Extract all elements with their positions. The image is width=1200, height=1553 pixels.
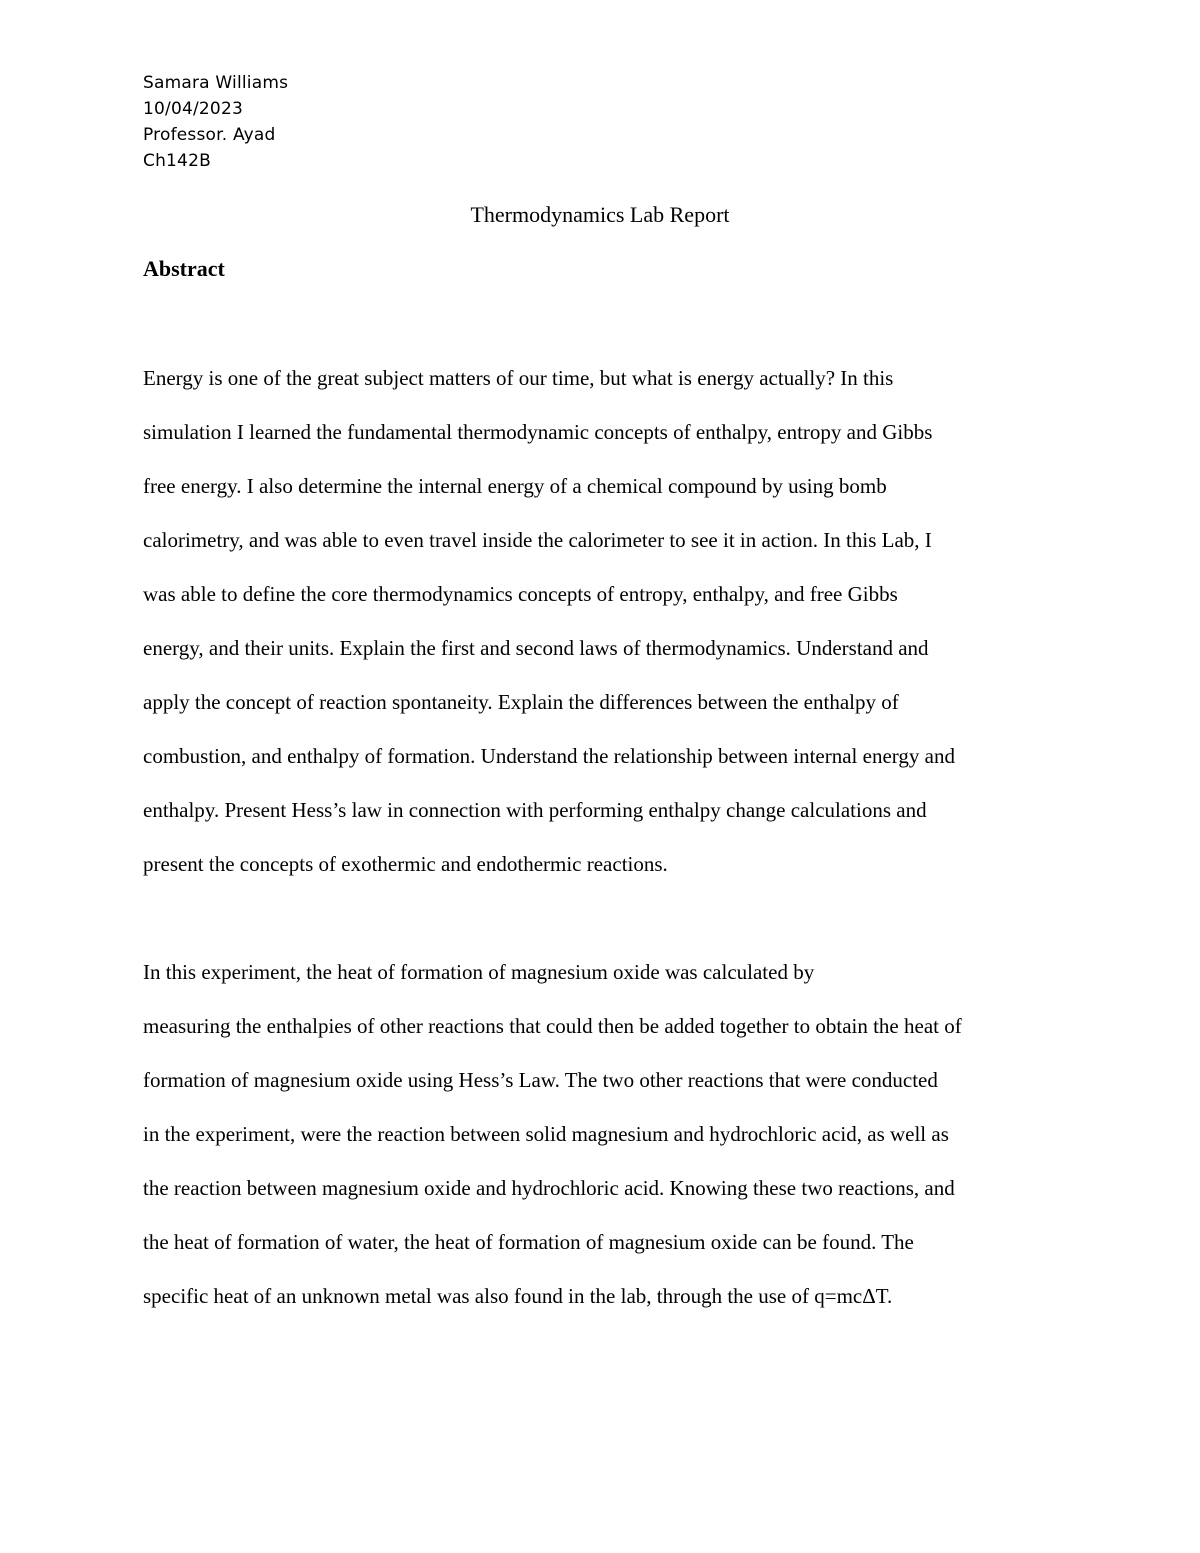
abstract-paragraph-1 (143, 363, 1073, 903)
paragraph-line: was able to define the core thermodynamics concepts of entropy, enthalpy, and free Gibbs (143, 582, 898, 606)
paragraph-line: measuring the enthalpies of other reactions that could then be added together to obtain the heat of (143, 1014, 962, 1038)
paragraph-line: simulation I learned the fundamental thermodynamic concepts of enthalpy, entropy and Gibbs (143, 420, 933, 444)
author-name: Samara Williams (143, 73, 289, 93)
paragraph-line: apply the concept of reaction spontaneity. Explain the differences between the enthalpy of (143, 690, 899, 714)
document-title: Thermodynamics Lab Report (470, 202, 730, 227)
abstract-paragraph-2 (143, 957, 1073, 1335)
paragraph-line: energy, and their units. Explain the first and second laws of thermodynamics. Understand and (143, 636, 929, 660)
paragraph-line: In this experiment, the heat of formation of magnesium oxide was calculated by (143, 960, 815, 984)
paragraph-line: Energy is one of the great subject matters of our time, but what is energy actually? In this (143, 366, 894, 390)
professor-name: Professor. Ayad (143, 125, 276, 145)
paragraph-line: specific heat of an unknown metal was also found in the lab, through the use of q=mcΔT. (143, 1284, 893, 1308)
abstract-heading: Abstract (143, 256, 225, 281)
paragraph-line: combustion, and enthalpy of formation. Understand the relationship between internal energy and (143, 744, 955, 768)
paragraph-line: the heat of formation of water, the heat of formation of magnesium oxide can be found. The (143, 1230, 914, 1254)
report-date: 10/04/2023 (143, 99, 243, 119)
paragraph-line: enthalpy. Present Hess’s law in connection with performing enthalpy change calculations and (143, 798, 927, 822)
paragraph-line: formation of magnesium oxide using Hess’s Law. The two other reactions that were conducted (143, 1068, 938, 1092)
header-block (143, 70, 288, 174)
paragraph-line: calorimetry, and was able to even travel inside the calorimeter to see it in action. In this Lab, I (143, 528, 932, 552)
paragraph-line: in the experiment, were the reaction between solid magnesium and hydrochloric acid, as well as (143, 1122, 949, 1146)
paragraph-line: free energy. I also determine the internal energy of a chemical compound by using bomb (143, 474, 887, 498)
paragraph-line: the reaction between magnesium oxide and hydrochloric acid. Knowing these two reactions, and (143, 1176, 955, 1200)
paragraph-line: present the concepts of exothermic and endothermic reactions. (143, 852, 668, 876)
course-code: Ch142B (143, 151, 211, 171)
